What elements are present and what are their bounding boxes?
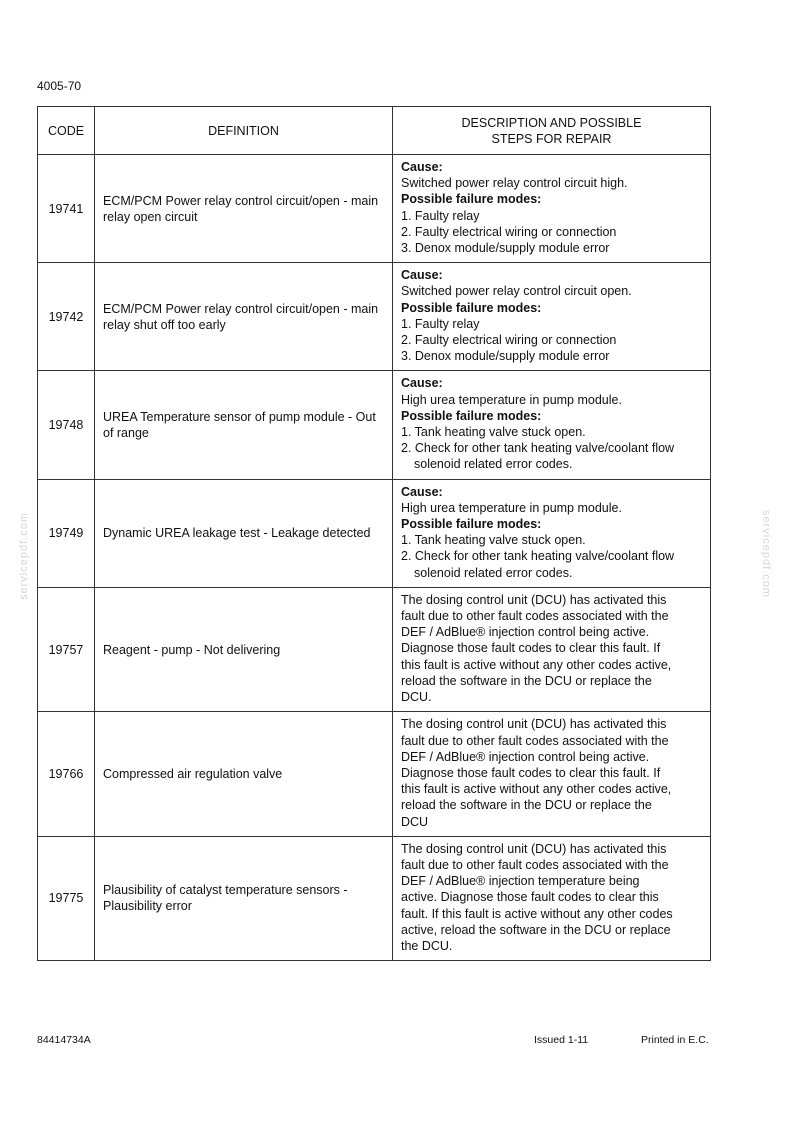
failure-mode-continued: solenoid related error codes. xyxy=(414,457,573,472)
failure-modes-label: Possible failure modes: xyxy=(401,517,542,532)
description-line: fault due to other fault codes associated with the xyxy=(401,733,669,748)
header-definition: DEFINITION xyxy=(95,107,393,155)
fault-code: 19741 xyxy=(38,155,95,263)
header-code: CODE xyxy=(38,107,95,155)
fault-description xyxy=(393,712,711,836)
failure-mode: 2. Faulty electrical wiring or connection xyxy=(401,333,617,348)
failure-mode: 1. Faulty relay xyxy=(401,316,480,331)
table-row xyxy=(38,155,711,263)
fault-description xyxy=(393,836,711,960)
description-line: DCU xyxy=(401,814,429,829)
fault-description xyxy=(393,371,711,479)
fault-definition: Dynamic UREA leakage test - Leakage detected xyxy=(95,479,393,587)
footer-printed: Printed in E.C. xyxy=(641,1034,709,1046)
description-line: reload the software in the DCU or replace the xyxy=(401,798,652,813)
fault-code: 19757 xyxy=(38,587,95,711)
cause-text: High urea temperature in pump module. xyxy=(401,392,622,407)
failure-mode: 3. Denox module/supply module error xyxy=(401,349,610,364)
watermark-left: servicepdf.com xyxy=(18,512,30,600)
fault-definition: ECM/PCM Power relay control circuit/open - main relay open circuit xyxy=(95,155,393,263)
fault-description xyxy=(393,263,711,371)
failure-mode: 1. Faulty relay xyxy=(401,208,480,223)
description-line: the DCU. xyxy=(401,938,453,953)
description-line: fault due to other fault codes associated with the xyxy=(401,609,669,624)
header-description xyxy=(393,107,711,155)
header-description-line: STEPS FOR REPAIR xyxy=(491,131,612,146)
description-line: DEF / AdBlue® injection temperature being xyxy=(401,874,640,889)
description-line: DEF / AdBlue® injection control being active. xyxy=(401,749,650,764)
fault-definition: UREA Temperature sensor of pump module - Out of range xyxy=(95,371,393,479)
table-row xyxy=(38,263,711,371)
fault-code-table xyxy=(37,106,711,961)
description-line: The dosing control unit (DCU) has activated this xyxy=(401,717,667,732)
failure-modes-label: Possible failure modes: xyxy=(401,300,542,315)
fault-description xyxy=(393,479,711,587)
cause-label: Cause: xyxy=(401,160,443,174)
description-line: Diagnose those fault codes to clear this fault. If xyxy=(401,765,661,780)
failure-mode: 1. Tank heating valve stuck open. xyxy=(401,425,586,440)
table-row xyxy=(38,587,711,711)
fault-definition: Reagent - pump - Not delivering xyxy=(95,587,393,711)
description-line: Diagnose those fault codes to clear this fault. If xyxy=(401,641,661,656)
table-header-row xyxy=(38,107,711,155)
description-line: this fault is active without any other codes active, xyxy=(401,657,672,672)
description-line: this fault is active without any other codes active, xyxy=(401,782,672,797)
cause-label: Cause: xyxy=(401,376,443,391)
failure-mode: 2. Check for other tank heating valve/coolant flow xyxy=(401,441,675,456)
description-line: The dosing control unit (DCU) has activated this xyxy=(401,841,667,856)
failure-mode: 2. Check for other tank heating valve/coolant flow xyxy=(401,549,675,564)
cause-text: Switched power relay control circuit open. xyxy=(401,284,632,299)
failure-mode: 2. Faulty electrical wiring or connection xyxy=(401,224,617,239)
failure-modes-label: Possible failure modes: xyxy=(401,408,542,423)
table-row xyxy=(38,479,711,587)
footer-doc-number: 84414734A xyxy=(37,1034,91,1046)
fault-code: 19748 xyxy=(38,371,95,479)
cause-label: Cause: xyxy=(401,268,443,283)
cause-text: High urea temperature in pump module. xyxy=(401,500,622,515)
cause-text: Switched power relay control circuit high. xyxy=(401,176,628,191)
fault-description xyxy=(393,155,711,263)
fault-code: 19766 xyxy=(38,712,95,836)
description-line: active. Diagnose those fault codes to clear this xyxy=(401,890,659,905)
footer-issued: Issued 1-11 xyxy=(534,1034,589,1046)
description-line: reload the software in the DCU or replace the xyxy=(401,673,652,688)
fault-description xyxy=(393,587,711,711)
fault-definition: ECM/PCM Power relay control circuit/open - main relay shut off too early xyxy=(95,263,393,371)
cause-label: Cause: xyxy=(401,484,443,499)
page-number: 4005-70 xyxy=(37,79,82,93)
fault-code: 19775 xyxy=(38,836,95,960)
failure-mode-continued: solenoid related error codes. xyxy=(414,565,573,580)
table-row xyxy=(38,712,711,836)
fault-code: 19749 xyxy=(38,479,95,587)
failure-mode: 3. Denox module/supply module error xyxy=(401,241,610,256)
fault-code: 19742 xyxy=(38,263,95,371)
description-line: DEF / AdBlue® injection control being active. xyxy=(401,625,650,640)
table-row xyxy=(38,371,711,479)
table-row xyxy=(38,836,711,960)
fault-definition: Compressed air regulation valve xyxy=(95,712,393,836)
description-line: fault. If this fault is active without any other codes xyxy=(401,906,673,921)
failure-mode: 1. Tank heating valve stuck open. xyxy=(401,533,586,548)
fault-definition: Plausibility of catalyst temperature sensors - Plausibility error xyxy=(95,836,393,960)
description-line: DCU. xyxy=(401,690,432,705)
description-line: fault due to other fault codes associated with the xyxy=(401,857,669,872)
description-line: active, reload the software in the DCU or replace xyxy=(401,922,671,937)
failure-modes-label: Possible failure modes: xyxy=(401,192,542,207)
watermark-right: servicepdf.com xyxy=(760,510,772,598)
header-description-line: DESCRIPTION AND POSSIBLE xyxy=(461,115,642,130)
description-line: The dosing control unit (DCU) has activated this xyxy=(401,592,667,607)
